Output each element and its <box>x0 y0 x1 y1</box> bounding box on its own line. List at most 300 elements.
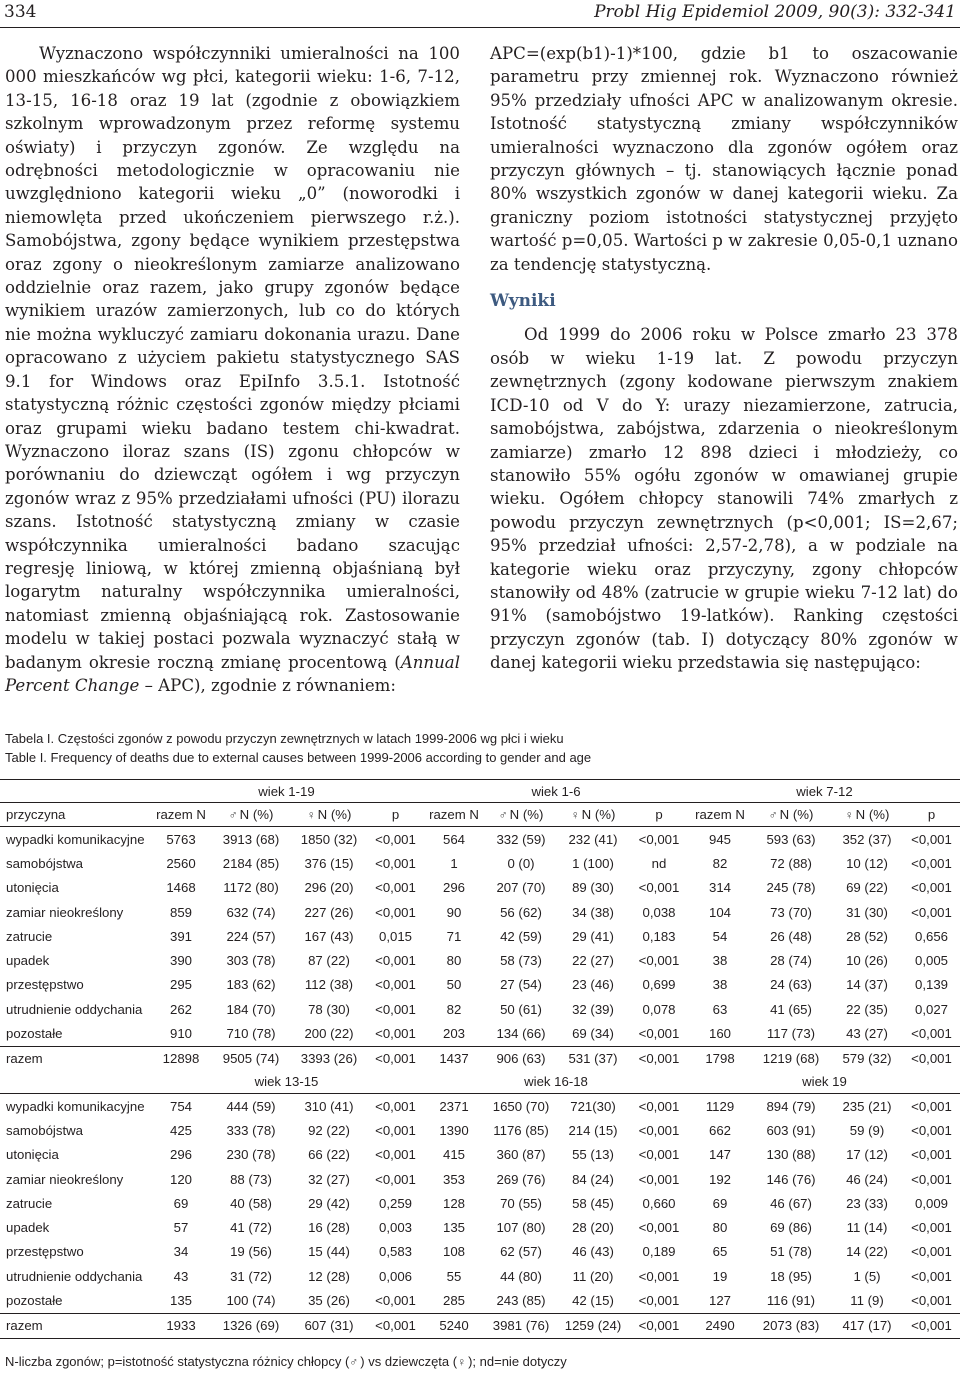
table-row <box>0 1215 960 1239</box>
table-cell: 23 (33) <box>846 1195 888 1211</box>
table-cell: <0,001 <box>638 1292 680 1308</box>
female-symbol-icon: ♀ <box>570 808 580 822</box>
table-cell: 26 (48) <box>770 928 812 944</box>
table-cell: 80 <box>712 1220 728 1236</box>
table-cell: 134 (66) <box>496 1026 546 1042</box>
female-symbol-icon: ♀ <box>306 808 316 822</box>
age-group-header <box>0 780 960 803</box>
table-cell: 710 (78) <box>226 1026 276 1042</box>
table-cell: 14 (22) <box>846 1244 888 1260</box>
cause-label: utrudnienie oddychania <box>6 1001 143 1017</box>
column-header: razem N <box>150 803 212 827</box>
table-cell: 1219 (68) <box>751 1046 831 1071</box>
page-header <box>0 0 960 30</box>
table-cell: <0,001 <box>638 1122 680 1138</box>
table-row <box>0 900 960 924</box>
table-cell: 1326 (69) <box>212 1313 290 1338</box>
table-row <box>0 973 960 997</box>
table-cell: 417 (17) <box>831 1313 903 1338</box>
table-cell: 29 (42) <box>308 1195 350 1211</box>
column-header: ♂ N (%) <box>212 803 290 827</box>
table-cell: <0,001 <box>911 1122 952 1138</box>
table-row <box>0 1313 960 1338</box>
table-cell: 54 <box>712 928 728 944</box>
table-cell: 303 (78) <box>226 953 276 969</box>
table-cell: <0,001 <box>375 1026 416 1042</box>
table-cell: <0,001 <box>375 880 416 896</box>
table-cell: 55 (13) <box>572 1147 614 1163</box>
table-cell: 579 (32) <box>831 1046 903 1071</box>
table-cell: 12 (28) <box>308 1268 350 1284</box>
column-header-row <box>0 803 960 827</box>
table-cell: 1468 <box>166 880 196 896</box>
cause-label: razem <box>0 1313 150 1338</box>
table-cell: 593 (63) <box>766 831 816 847</box>
table-cell: 146 (76) <box>766 1171 816 1187</box>
deaths-table <box>0 779 960 1339</box>
age-group-header <box>0 1071 960 1094</box>
table-cell: <0,001 <box>911 904 952 920</box>
table-cell: 11 (9) <box>850 1292 884 1308</box>
column-header: razem N <box>423 803 485 827</box>
age-group-label: wiek 7-12 <box>689 780 960 803</box>
table-cell: <0,001 <box>911 1268 952 1284</box>
table-row <box>0 1143 960 1167</box>
table-cell: 0,015 <box>378 928 412 944</box>
table-cell: 243 (85) <box>496 1292 546 1308</box>
table-cell: 66 (22) <box>308 1147 350 1163</box>
male-symbol-icon: ♂ <box>228 808 238 822</box>
table-cell: 0,006 <box>378 1268 412 1284</box>
table-cell: 46 (24) <box>846 1171 888 1187</box>
methods-paragraph: Wyznaczono współczynniki umieralności na 100 000 mieszkańców wg płci, kategorii wieku: 1-6, 7-12, 13-15, 16-18 oraz 19 lat (zgodnie z obowiązkiem szkolnym wprowadzonym przez reformę systemu oświaty) i przyczyn zgonów. Ze względu na odrębności metodologicznie w opracowaniu nie uwzględniono kategorii wieku „0” (noworodki i niemowlęta przed ukończeniem pierwszego r.ż.). Samobójstwa, zgony będące wynikiem przestępstwa oraz zgony o nieokreślonym zamiarze analizowano oddzielnie oraz razem, jako grupy zgonów będące wynikiem urazów zamierzonych, lub co do których nie można wykluczyć zamiaru dokonania urazu. Dane opracowano z użyciem pakietu statystycznego SAS 9.1 for Windows oraz EpiInfo 3.5.1. Istotność statystyczną różnic częstości zgonów między płciami oraz grupami wieku badano testem chi-kwadrat. Wyznaczono iloraz szans (IS) zgonu chłopców w porównaniu do dziewcząt ogółem i wg przyczyn zgonów wraz z 95% przedziałami ufności (PU) ilorazu szans. Istotność statystyczną zmiany w czasie współczynnika umieralności badano szacując regresję liniową, w której zmienną objaśnianą był logarytm naturalny współczynnika umieralności, natomiast zmienną objaśniającą rok. Zastosowanie modelu w takiej postaci pozwala wyznaczyć stałą w badanym okresie roczną zmianę procentową (Annual Percent Change – APC), zgodnie z równaniem: <box>5 44 460 695</box>
table-cell: <0,001 <box>903 1046 960 1071</box>
table-cell: <0,001 <box>375 1122 416 1138</box>
table-cell: 564 <box>442 831 465 847</box>
table-cell: <0,001 <box>638 1098 680 1114</box>
table-cell: 58 (73) <box>500 953 542 969</box>
table-cell: 0,005 <box>914 953 948 969</box>
table-cell: 41 (65) <box>770 1001 812 1017</box>
table-cell: <0,001 <box>911 831 952 847</box>
table-cell: 0,183 <box>642 928 676 944</box>
cause-label: wypadki komunikacyjne <box>6 831 145 847</box>
table-row <box>0 1046 960 1071</box>
table-cell: 82 <box>712 855 728 871</box>
table-cell: 104 <box>708 904 731 920</box>
table-cell: 1933 <box>150 1313 212 1338</box>
right-text-column <box>490 42 958 675</box>
table-cell: 296 <box>442 880 465 896</box>
table-cell: 42 (59) <box>500 928 542 944</box>
table-cell: 69 <box>712 1195 728 1211</box>
cause-label: przestępstwo <box>6 1244 84 1260</box>
cause-label: zatrucie <box>6 1195 53 1211</box>
table-cell: 38 <box>712 953 728 969</box>
table-cell: 0,583 <box>378 1244 412 1260</box>
table-cell: <0,001 <box>911 1171 952 1187</box>
table-cell: 2371 <box>439 1098 469 1114</box>
cause-label: utonięcia <box>6 880 59 896</box>
table-cell: <0,001 <box>375 1292 416 1308</box>
table-cell: <0,001 <box>638 831 680 847</box>
table-cell: 100 (74) <box>226 1292 276 1308</box>
table-cell: 721(30) <box>570 1098 616 1114</box>
table-row <box>0 1264 960 1288</box>
table-cell: 34 <box>173 1244 189 1260</box>
table-cell: 607 (31) <box>290 1313 368 1338</box>
table-cell: 1259 (24) <box>557 1313 629 1338</box>
table-footnote: N-liczba zgonów; p=istotność statystyczna różnicy chłopcy (♂ ) vs dziewczęta (♀ ); nd=nie dotyczy <box>5 1354 567 1369</box>
table-cell: <0,001 <box>368 1046 423 1071</box>
table-cell: <0,001 <box>638 1268 680 1284</box>
age-group-label: wiek 1-19 <box>150 780 423 803</box>
table-cell: <0,001 <box>911 880 952 896</box>
table-cell: 390 <box>169 953 192 969</box>
table-cell: 88 (73) <box>230 1171 272 1187</box>
table-cell: <0,001 <box>638 880 680 896</box>
cause-label: utonięcia <box>6 1147 59 1163</box>
table-row <box>0 876 960 900</box>
page-number: 334 <box>4 2 37 22</box>
table-cell: 269 (76) <box>496 1171 546 1187</box>
table-cell: 46 (67) <box>770 1195 812 1211</box>
table-cell: 43 <box>173 1268 189 1284</box>
table-row <box>0 1191 960 1215</box>
table-cell: 108 <box>442 1244 465 1260</box>
table-cell: 332 (59) <box>496 831 546 847</box>
column-header: ♂ N (%) <box>485 803 557 827</box>
table-cell: 43 (27) <box>846 1026 888 1042</box>
table-cell: 352 (37) <box>842 831 892 847</box>
table-row <box>0 1288 960 1313</box>
age-group-label: wiek 13-15 <box>150 1071 423 1094</box>
table-cell: 69 (22) <box>846 880 888 896</box>
table-row <box>0 851 960 875</box>
column-header: p <box>629 803 689 827</box>
table-cell: 603 (91) <box>766 1122 816 1138</box>
table-cell: 0,656 <box>914 928 948 944</box>
table-cell: 19 <box>712 1268 728 1284</box>
table-cell: 314 <box>708 880 731 896</box>
cause-label: zatrucie <box>6 928 53 944</box>
table-cell: <0,001 <box>375 977 416 993</box>
table-cell: 1 <box>450 855 458 871</box>
table-cell: 945 <box>708 831 731 847</box>
table-cell: 0,027 <box>914 1001 948 1017</box>
table-cell: 5763 <box>166 831 196 847</box>
table-cell: 310 (41) <box>304 1098 354 1114</box>
table-cell: 15 (44) <box>308 1244 350 1260</box>
table-cell: 23 (46) <box>572 977 614 993</box>
table-cell: 16 (28) <box>308 1220 350 1236</box>
table-cell: 17 (12) <box>846 1147 888 1163</box>
table-row <box>0 827 960 852</box>
table-row <box>0 1240 960 1264</box>
left-text-column <box>5 42 460 697</box>
table-row <box>0 924 960 948</box>
table-cell: 22 (35) <box>846 1001 888 1017</box>
table-cell: 2073 (83) <box>751 1313 831 1338</box>
cause-label: razem <box>0 1046 150 1071</box>
table-row <box>0 1118 960 1142</box>
table-cell: 22 (27) <box>572 953 614 969</box>
table-cell: 65 <box>712 1244 728 1260</box>
table-cell: 28 (52) <box>846 928 888 944</box>
table-cell: 2560 <box>166 855 196 871</box>
table-cell: 227 (26) <box>304 904 354 920</box>
table-cell: <0,001 <box>375 831 416 847</box>
table-cell: 11 (20) <box>572 1268 614 1284</box>
male-symbol-icon: ♂ <box>349 1355 359 1369</box>
table-cell: 224 (57) <box>226 928 276 944</box>
male-symbol-icon: ♂ <box>498 808 508 822</box>
cause-label: pozostałe <box>6 1292 63 1308</box>
table-cell: nd <box>651 855 667 871</box>
table-cell: 3393 (26) <box>290 1046 368 1071</box>
cause-label: upadek <box>6 1220 50 1236</box>
table-row <box>0 997 960 1021</box>
table-cell: 0,699 <box>642 977 676 993</box>
table-cell: 112 (38) <box>304 977 354 993</box>
table-cell: 906 (63) <box>485 1046 557 1071</box>
table-cell: 353 <box>442 1171 465 1187</box>
apc-paragraph: APC=(exp(b1)-1)*100, gdzie b1 to oszacowanie parametru przy zmiennej rok. Wyznaczono również 95% przedziały ufności APC w analizowanym okresie. Istotność statystyczną zmiany współczynników umieralności wyznaczono dla zgonów ogółem oraz przyczyn głównych – tj. stanowiących łącznie ponad 80% wszystkich zgonów w danej kategorii wieku. Za graniczny poziom istotności statystycznej przyjęto wartość p=0,05. Wartości p w zakresie 0,05-0,1 uznano za tendencję statystyczną. <box>490 44 958 274</box>
table-cell: <0,001 <box>911 1026 952 1042</box>
table-cell: 1798 <box>689 1046 751 1071</box>
table-cell: <0,001 <box>375 1147 416 1163</box>
table-cell: <0,001 <box>638 1220 680 1236</box>
table-cell: 73 (70) <box>770 904 812 920</box>
table-cell: 63 <box>712 1001 728 1017</box>
table-cell: 28 (20) <box>572 1220 614 1236</box>
table-cell: 415 <box>442 1147 465 1163</box>
female-symbol-icon: ♀ <box>844 808 854 822</box>
table-cell: 80 <box>446 953 462 969</box>
journal-citation: Probl Hig Epidemiol 2009, 90(3): 332-341 <box>594 2 956 22</box>
table-cell: 0,189 <box>642 1244 676 1260</box>
table-cell: 183 (62) <box>226 977 276 993</box>
table-cell: 2184 (85) <box>222 855 280 871</box>
table-cell: <0,001 <box>903 1313 960 1338</box>
table-row <box>0 1021 960 1046</box>
table-cell: 9505 (74) <box>212 1046 290 1071</box>
table-cell: 62 (57) <box>500 1244 542 1260</box>
table-cell: 69 <box>173 1195 189 1211</box>
table-cell: 754 <box>169 1098 192 1114</box>
table-row <box>0 1093 960 1118</box>
table-cell: 130 (88) <box>766 1147 816 1163</box>
table-cell: 232 (41) <box>568 831 618 847</box>
table-cell: 69 (86) <box>770 1220 812 1236</box>
table-cell: 57 <box>173 1220 189 1236</box>
table-cell: 127 <box>708 1292 731 1308</box>
table-cell: <0,001 <box>375 953 416 969</box>
table-cell: 107 (80) <box>496 1220 546 1236</box>
table-cell: <0,001 <box>911 1147 952 1163</box>
table-cell: 376 (15) <box>304 855 354 871</box>
table-cell: 147 <box>708 1147 731 1163</box>
table-cell: 632 (74) <box>226 904 276 920</box>
table-cell: 19 (56) <box>230 1244 272 1260</box>
cause-label: zamiar nieokreślony <box>6 1171 124 1187</box>
table-cell: 59 (9) <box>849 1122 885 1138</box>
table-cell: 3981 (76) <box>485 1313 557 1338</box>
caption-polish: Tabela I. Częstości zgonów z powodu przyczyn zewnętrznych w latach 1999-2006 wg płci i wieku <box>5 731 564 746</box>
table-cell: 50 <box>446 977 462 993</box>
cause-label: pozostałe <box>6 1026 63 1042</box>
table-cell: 2490 <box>689 1313 751 1338</box>
results-paragraph: Od 1999 do 2006 roku w Polsce zmarło 23 378 osób w wieku 1-19 lat. Z powodu przyczyn zewnętrznych (zgony kodowane pierwszym znakiem ICD-10 od V do Y: urazy niezamierzone, zatrucia, samobójstwa, zabójstwa, zdarzenia o nieokreślonym zamiarze) zmarło 12 898 dzieci i młodzieży, co stanowiło 55% ogółu zgonów w omawianej grupie wieku. Ogółem chłopcy stanowili 74% zmarłych z powodu przyczyn zewnętrznych (p<0,001; IS=2,67; 95% przedział ufności: 2,57-2,78), a w podziale na kategorie wieku oraz przyczyny, zgony chłopców stanowiły od 48% (zatrucie w grupie wieku 7-12 lat) do 91% (samobójstwo 19-latków). Ranking częstości przyczyn zgonów (tab. I) dotyczący 80% zgonów w danej kategorii wieku przedstawia się następująco: <box>490 325 958 673</box>
caption-english: Table I. Frequency of deaths due to external causes between 1999-2006 according to gender and age <box>5 750 592 765</box>
table-cell: 262 <box>169 1001 192 1017</box>
header-rule <box>0 27 960 28</box>
column-header: p <box>903 803 960 827</box>
table-cell: 1850 (32) <box>300 831 358 847</box>
table-cell: <0,001 <box>911 855 952 871</box>
table-cell: 859 <box>169 904 192 920</box>
table-cell: 41 (72) <box>230 1220 272 1236</box>
table-cell: 1 (100) <box>572 855 614 871</box>
table-cell: 55 <box>446 1268 462 1284</box>
table-cell: <0,001 <box>368 1313 423 1338</box>
table-cell: <0,001 <box>911 1220 952 1236</box>
table-cell: 5240 <box>423 1313 485 1338</box>
table-cell: 29 (41) <box>572 928 614 944</box>
table-cell: <0,001 <box>911 1244 952 1260</box>
table-cell: 296 (20) <box>304 880 354 896</box>
table-cell: 391 <box>169 928 192 944</box>
table-cell: <0,001 <box>375 1001 416 1017</box>
table-cell: 84 (24) <box>572 1171 614 1187</box>
section-title: Wyniki <box>490 291 556 312</box>
column-header: ♂ N (%) <box>751 803 831 827</box>
table-cell: 56 (62) <box>500 904 542 920</box>
table-cell: 296 <box>169 1147 192 1163</box>
table-cell <box>0 1071 150 1094</box>
table-cell: 78 (30) <box>308 1001 350 1017</box>
table-cell: 531 (37) <box>557 1046 629 1071</box>
table-cell: 117 (73) <box>766 1026 816 1042</box>
table-cell: 87 (22) <box>308 953 350 969</box>
table-cell: 46 (43) <box>572 1244 614 1260</box>
table-cell: <0,001 <box>375 1098 416 1114</box>
table-cell: 0,078 <box>642 1001 676 1017</box>
table-cell: 92 (22) <box>308 1122 350 1138</box>
table-cell: 0,003 <box>378 1220 412 1236</box>
table-cell: 38 <box>712 977 728 993</box>
table-cell: 27 (54) <box>500 977 542 993</box>
table-cell: 31 (72) <box>230 1268 272 1284</box>
table-cell: 235 (21) <box>842 1098 892 1114</box>
table-cell: <0,001 <box>911 1292 952 1308</box>
table-cell: <0,001 <box>629 1313 689 1338</box>
table-cell: 0,009 <box>914 1195 948 1211</box>
table-cell: 662 <box>708 1122 731 1138</box>
table-cell: 245 (78) <box>766 880 816 896</box>
table-cell: 120 <box>169 1171 192 1187</box>
table-cell: 1176 (85) <box>493 1122 549 1138</box>
table-cell: 0,038 <box>642 904 676 920</box>
table-cell <box>0 780 150 803</box>
table-cell: 128 <box>442 1195 465 1211</box>
table-cell: 894 (79) <box>766 1098 816 1114</box>
table-cell: 34 (38) <box>572 904 614 920</box>
cause-label: przestępstwo <box>6 977 84 993</box>
table-row <box>0 948 960 972</box>
table-cell: 69 (34) <box>572 1026 614 1042</box>
table-cell: 70 (55) <box>500 1195 542 1211</box>
cause-label: samobójstwa <box>6 855 83 871</box>
table-cell: 160 <box>708 1026 731 1042</box>
table-cell: 135 <box>169 1292 192 1308</box>
table-cell: 89 (30) <box>572 880 614 896</box>
table-cell: 200 (22) <box>304 1026 354 1042</box>
cause-label: utrudnienie oddychania <box>6 1268 143 1284</box>
cause-label: wypadki komunikacyjne <box>6 1098 145 1114</box>
table-cell: 90 <box>446 904 462 920</box>
table-cell: 31 (30) <box>846 904 888 920</box>
table-cell: 360 (87) <box>496 1147 546 1163</box>
table-row <box>0 1167 960 1191</box>
column-header: ♀ N (%) <box>557 803 629 827</box>
table-cell: 50 (61) <box>500 1001 542 1017</box>
table-cell: 10 (26) <box>846 953 888 969</box>
table-cell: <0,001 <box>629 1046 689 1071</box>
table-cell: 14 (37) <box>846 977 888 993</box>
column-header: p <box>368 803 423 827</box>
table-cell: 285 <box>442 1292 465 1308</box>
table-cell: <0,001 <box>911 1098 952 1114</box>
table-cell: 1650 (70) <box>492 1098 550 1114</box>
table-cell: 425 <box>169 1122 192 1138</box>
table-cell: 214 (15) <box>568 1122 618 1138</box>
table-cell: 18 (95) <box>770 1268 812 1284</box>
age-group-label: wiek 1-6 <box>423 780 689 803</box>
table-cell: 71 <box>446 928 462 944</box>
table-cell: 72 (88) <box>770 855 812 871</box>
table-cell: 116 (91) <box>766 1292 816 1308</box>
table-cell: 3913 (68) <box>222 831 280 847</box>
table-cell: 203 <box>442 1026 465 1042</box>
table-cell: 444 (59) <box>226 1098 276 1114</box>
table-cell: <0,001 <box>375 904 416 920</box>
table-cell: 135 <box>442 1220 465 1236</box>
table-cell: 1172 (80) <box>223 880 279 896</box>
table-cell: 24 (63) <box>770 977 812 993</box>
table-caption <box>5 729 591 767</box>
table-cell: 42 (15) <box>572 1292 614 1308</box>
table-cell: 333 (78) <box>226 1122 276 1138</box>
table-cell: <0,001 <box>638 1147 680 1163</box>
table-cell: 1 (5) <box>853 1268 881 1284</box>
table-cell: 295 <box>169 977 192 993</box>
table-cell: 0,660 <box>642 1195 676 1211</box>
age-group-label: wiek 19 <box>689 1071 960 1094</box>
table-cell: 910 <box>169 1026 192 1042</box>
table-cell: 1390 <box>439 1122 469 1138</box>
table-cell: 1437 <box>423 1046 485 1071</box>
table-cell: 230 (78) <box>226 1147 276 1163</box>
column-header: ♀ N (%) <box>290 803 368 827</box>
table-cell: <0,001 <box>638 953 680 969</box>
table-cell: 40 (58) <box>230 1195 272 1211</box>
table-cell: 32 (39) <box>572 1001 614 1017</box>
table-cell: 32 (27) <box>308 1171 350 1187</box>
age-group-label: wiek 16-18 <box>423 1071 689 1094</box>
table-cell: 35 (26) <box>308 1292 350 1308</box>
male-symbol-icon: ♂ <box>768 808 778 822</box>
